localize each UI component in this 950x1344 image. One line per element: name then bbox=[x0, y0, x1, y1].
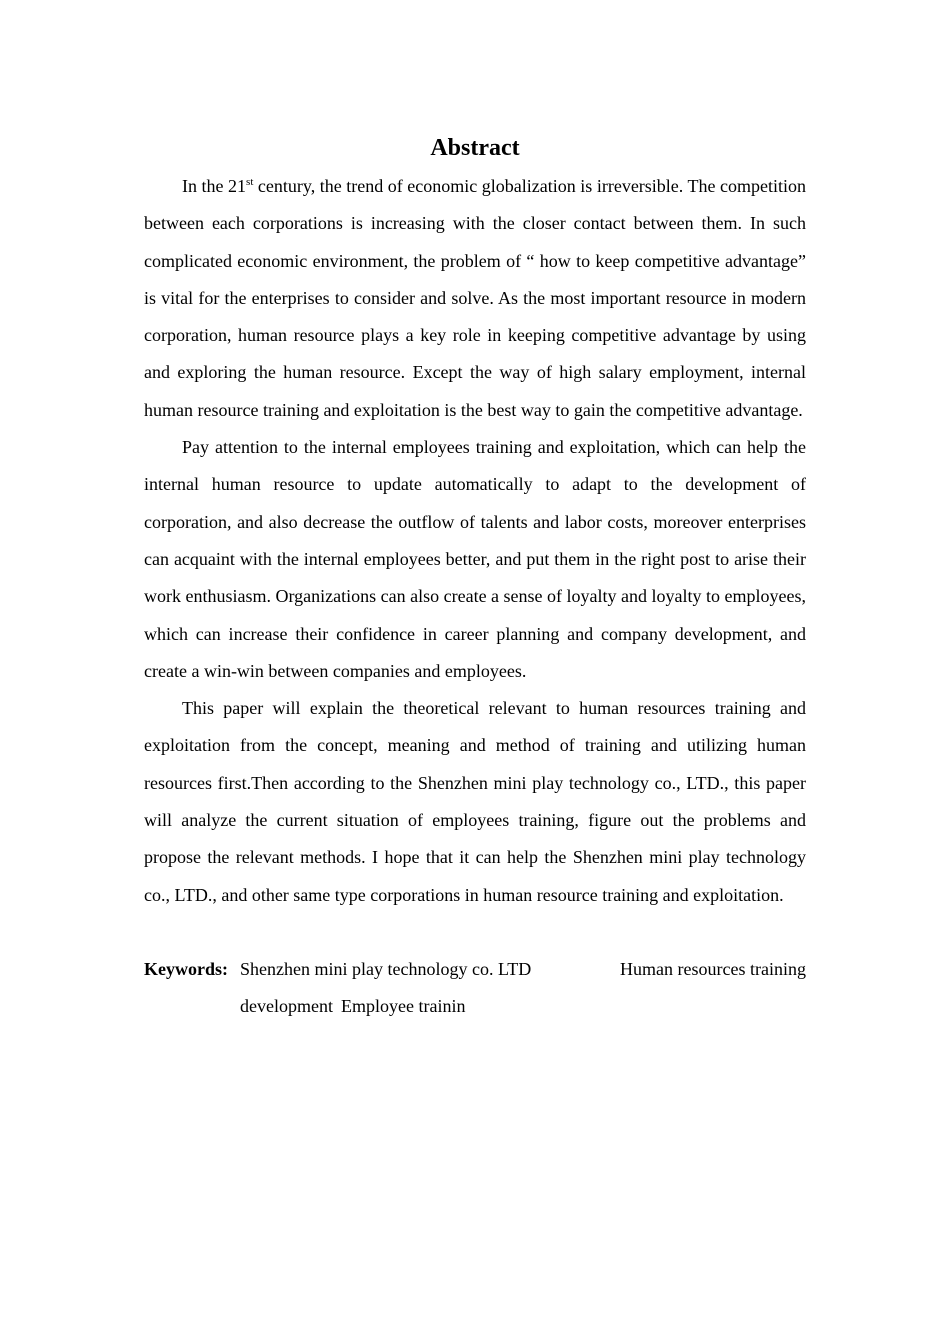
keyword-item: development bbox=[240, 996, 333, 1017]
keyword-item: Human resources training bbox=[620, 958, 806, 979]
keywords-label: Keywords: bbox=[144, 958, 228, 979]
abstract-paragraph-3: This paper will explain the theoretical relevant to human resources training and exploitation from the concept, meaning and method of training and utilizing human resources first.Then according to the Shenzhen mini play technology co., LTD., this paper will analyze the current situation of employees training, figure out the problems and propose the relevant methods. I hope that it can help the Shenzhen mini play technology co., LTD., and other same type corporations in human resource training and exploitation. bbox=[144, 698, 806, 905]
abstract-page bbox=[144, 132, 806, 1026]
keyword-item: Shenzhen mini play technology co. LTD bbox=[240, 958, 532, 979]
abstract-paragraph-1 bbox=[144, 168, 806, 429]
keywords-section bbox=[144, 951, 806, 1026]
keyword-item: Employee trainin bbox=[340, 996, 466, 1017]
abstract-title: Abstract bbox=[430, 135, 520, 161]
abstract-paragraph-2: Pay attention to the internal employees training and exploitation, which can help the internal human resource to update automatically to adapt to the development of corporation, and also decrease the outflow of talents and labor costs, moreover enterprises can acquaint with the internal employees better, and put them in the right post to arise their work enthusiasm. Organizations can also create a sense of loyalty and loyalty to employees, which can increase their confidence in career planning and company development, and create a win-win between companies and employees. bbox=[144, 437, 806, 681]
paragraph-1-rest: century, the trend of economic globalization is irreversible. The competition between each corporations is increasing with the closer contact between them. In such complicated economic environment, the problem of “ how to keep competitive advantage” is vital for the enterprises to consider and solve. As the most important resource in modern corporation, human resource plays a key role in keeping competitive advantage by using and exploring the human resource. Except the way of high salary employment, internal human resource training and exploitation is the best way to gain the competitive advantage. bbox=[144, 176, 806, 420]
paragraph-1-start: In the 21 bbox=[182, 176, 247, 196]
keywords-list bbox=[240, 951, 806, 1026]
ordinal-superscript: st bbox=[246, 176, 254, 188]
